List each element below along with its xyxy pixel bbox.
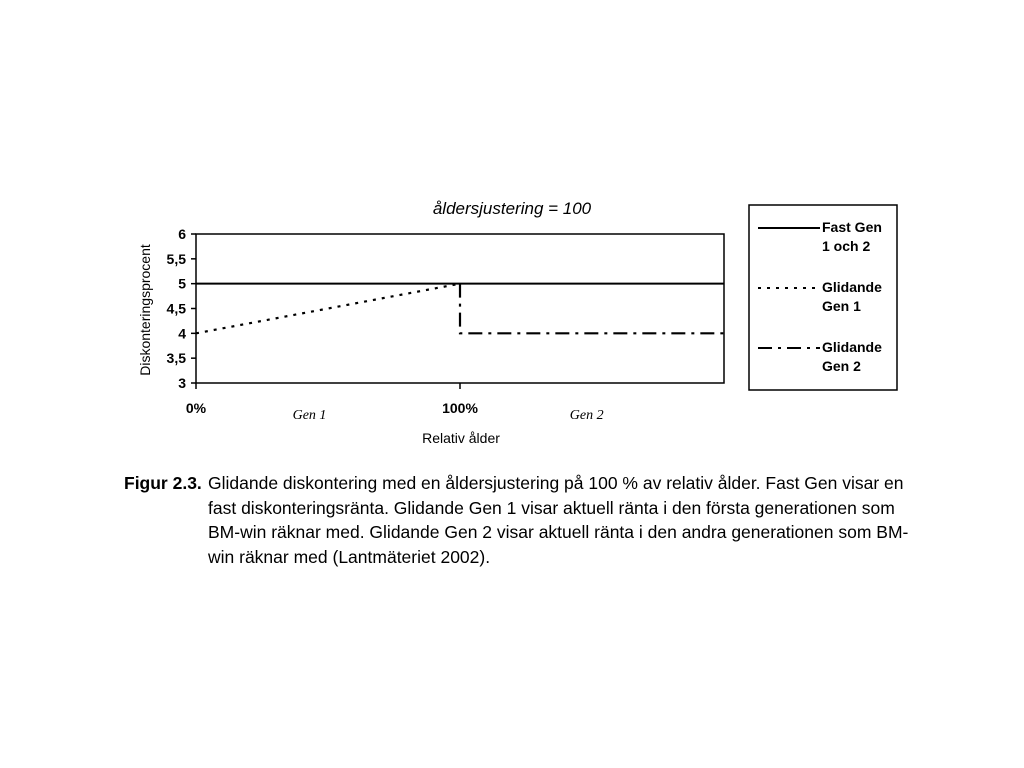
legend-label: Gen 1 xyxy=(822,298,861,314)
y-tick-label: 3 xyxy=(178,375,186,391)
legend-label: Gen 2 xyxy=(822,358,861,374)
y-tick-label: 5 xyxy=(178,275,186,292)
x-segment-label: Gen 2 xyxy=(569,408,604,423)
caption-label: Figur 2.3. xyxy=(124,473,202,493)
legend-label: Glidande xyxy=(822,279,882,295)
y-tick-label: 5,5 xyxy=(166,250,186,267)
y-tick-label: 6 xyxy=(178,226,186,242)
y-tick-label: 4 xyxy=(178,325,186,342)
x-axis-label: Relativ ålder xyxy=(422,430,500,446)
plot-frame xyxy=(196,234,724,383)
chart-title: åldersjustering = 100 xyxy=(432,199,592,218)
series-line-3 xyxy=(460,284,724,334)
x-tick-label: 0% xyxy=(185,400,207,416)
figure-caption xyxy=(124,471,914,569)
legend-label: Glidande xyxy=(822,339,882,355)
legend-items xyxy=(758,219,882,374)
legend xyxy=(749,205,897,390)
x-tick-label: 100% xyxy=(442,400,478,416)
x-axis xyxy=(186,383,604,423)
y-axis xyxy=(167,226,196,391)
y-axis-label: Diskonteringsprocent xyxy=(137,244,153,376)
legend-label: 1 och 2 xyxy=(822,238,871,254)
legend-label: Fast Gen xyxy=(822,219,882,235)
y-tick-label: 4,5 xyxy=(166,300,186,317)
series-layer xyxy=(196,284,724,334)
caption-text: Glidande diskontering med en åldersjustering på 100 % av relativ ålder. Fast Gen visar en fast diskonteringsränta. Glidande Gen 1 visar aktuell ränta i den första generationen som BM-win räknar med. Glidande Gen 2 visar aktuell ränta i den andra generationen som BM-win räknar med (Lantmäteriet 2002). xyxy=(208,473,909,567)
x-segment-label: Gen 1 xyxy=(292,408,327,423)
y-tick-label: 3,5 xyxy=(166,350,186,367)
series-line-2 xyxy=(196,284,460,334)
